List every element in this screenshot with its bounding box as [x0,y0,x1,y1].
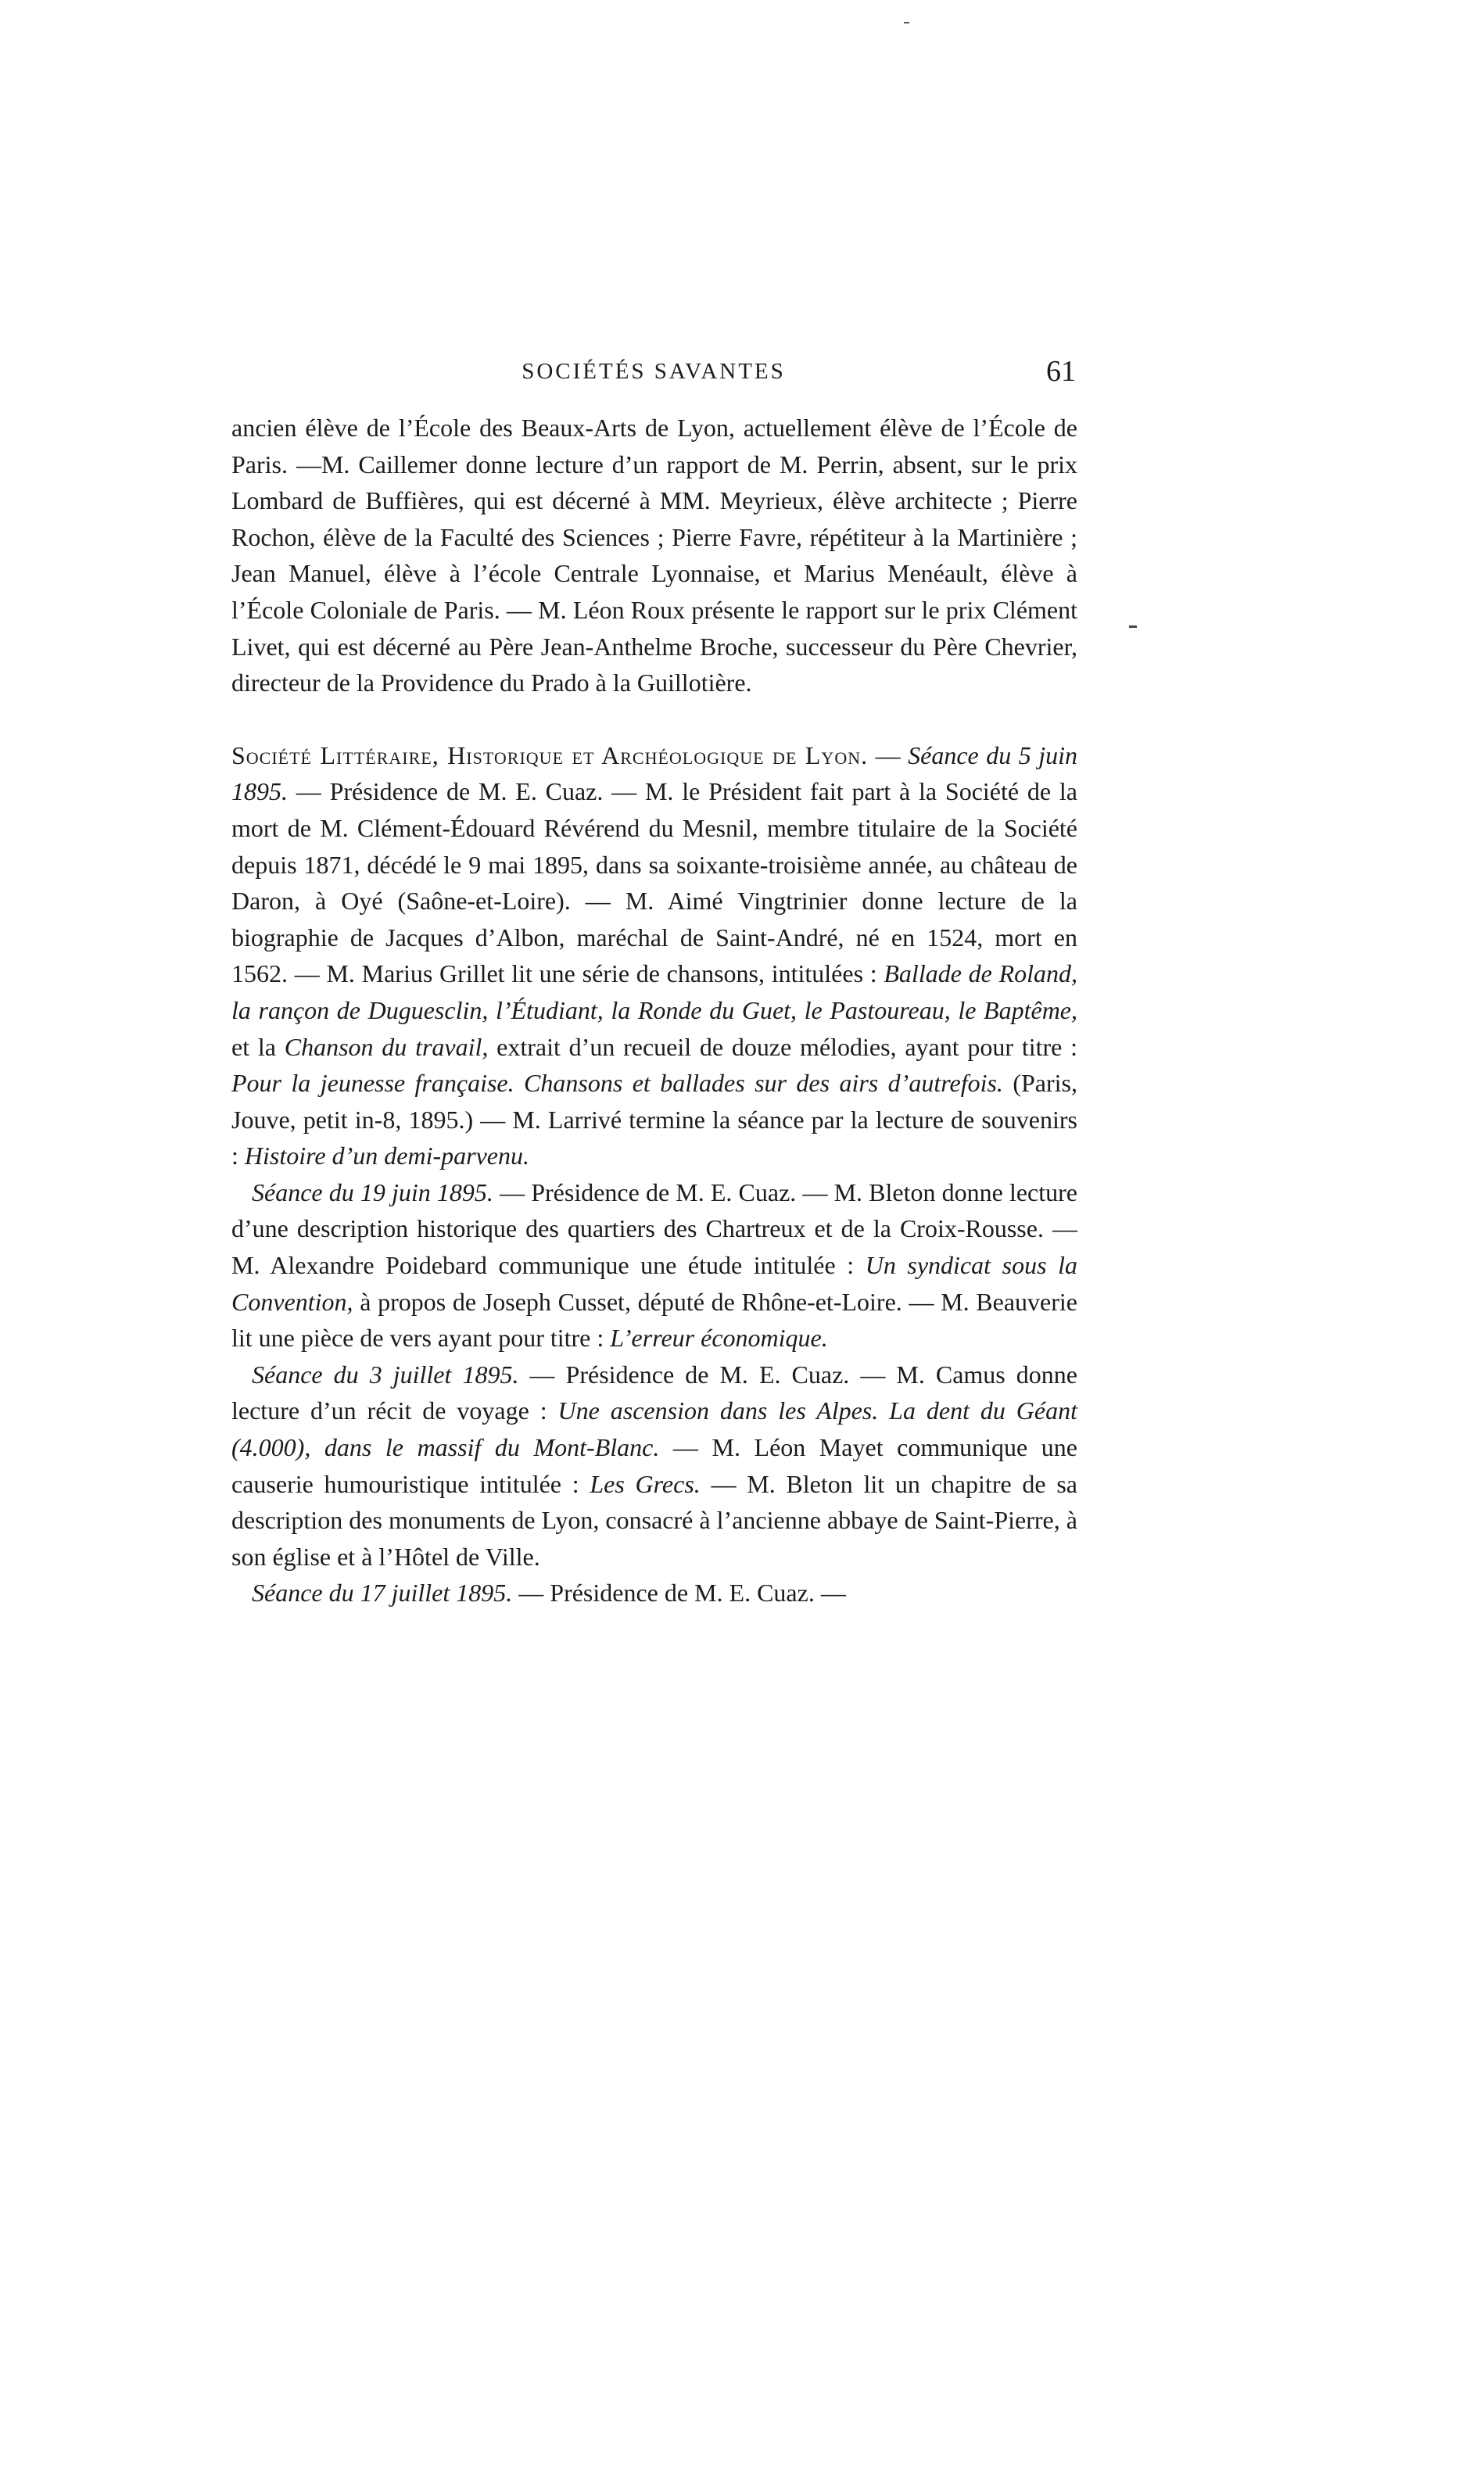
italic-title: Pour la jeunesse française. Chansons et ballades sur des airs d’autrefois. [231,1069,1003,1098]
italic-title: Les Grecs. [590,1469,701,1498]
paragraph-prize-reports [231,410,1077,701]
body-text [231,410,1077,1611]
running-title: SOCIÉTÉS SAVANTES [522,359,786,384]
paragraph-text: et la [231,1032,285,1061]
paragraph-text: extrait d’un recueil de douze mélodies, ayant pour titre : [488,1032,1078,1061]
paragraph-text: — Présidence de M. E. Cuaz. — M. Bleton donne lecture d’une description historique des quartiers des Chartreux et de la Croix-Rousse. — M. Alexandre Poidebard communique une étude intitulée : [231,1177,1078,1280]
margin-mark [1129,625,1137,628]
paragraph-text: — Présidence de M. E. Cuaz. — M. le Président fait part à la Société de la mort de M. Clément-Édouard Révérend du Mesnil, membre titulaire de la Société depuis 1871, décédé le 9 mai 1895, dans sa soixante-troisième année, au château de Daron, à Oyé (Saône-et-Loire). — M. Aimé Vingtrinier donne lecture de la biographie de Jacques d’Albon, maréchal de Saint-André, né en 1524, mort en 1562. — M. Marius Grillet lit une série de chansons, intitulées : [231,777,1077,988]
seance-date: Séance du 17 juillet 1895. [252,1579,513,1608]
seance-date: Séance du 5 juin 1895. [231,740,1078,806]
italic-title: Une ascension dans les Alpes. La dent du Géant (4.000), dans le massif du Mont-Blanc. [231,1396,1078,1462]
paragraph-seance-17-juillet [231,1575,1077,1611]
italic-title: Chanson du travail, [284,1032,489,1061]
paragraph-text: à propos de Joseph Cusset, député de Rhône-et-Loire. — M. Beauverie lit une pièce de vers ayant pour titre : [231,1287,1077,1353]
italic-title: Ballade de Roland, la rançon de Duguesclin, l’Étudiant, la Ronde du Guet, le Pastoureau, le Baptême, [231,959,1078,1024]
paragraph-text: — M. Léon Mayet communique une causerie humouristique intitulée : [231,1433,1078,1498]
seance-date: Séance du 19 juin 1895. [252,1177,493,1206]
paragraph-seance-5-juin [231,737,1077,1174]
running-head [231,352,1076,391]
paragraph-text: — Présidence de M. E. Cuaz. — [512,1579,846,1608]
italic-title: L’erreur économique. [610,1324,828,1353]
paragraph-seance-3-juillet [231,1357,1077,1575]
society-heading: Société Littéraire, Historique et Archéologique de Lyon. [231,740,869,769]
page-number: 61 [1046,355,1076,388]
seance-date: Séance du 3 juillet 1895. [252,1360,519,1389]
paragraph-seance-19-juin [231,1174,1077,1357]
paragraph-text: (Paris, Jouve, petit in-8, 1895.) — M. Larrivé termine la séance par la lecture de souvenirs : [231,1069,1078,1170]
separator: — [868,740,909,769]
italic-title: Histoire d’un demi-parvenu. [244,1142,529,1170]
paragraph-text: — M. Bleton lit un chapitre de sa description des monuments de Lyon, consacré à l’ancienne abbaye de Saint-Pierre, à son église et à l’Hôtel de Ville. [231,1469,1078,1571]
italic-title: Un syndicat sous la Convention, [231,1251,1078,1316]
paragraph-text: — Présidence de M. E. Cuaz. — M. Camus donne lecture d’un récit de voyage : [231,1360,1078,1425]
paragraph-text: ancien élève de l’École des Beaux-Arts de Lyon, actuellement élève de l’École de Paris. —M. Caillemer donne lecture d’un rapport de M. Perrin, absent, sur le prix Lombard de Buffières, qui est décerné à MM. Meyrieux, élève architecte ; Pierre Rochon, élève de la Faculté des Sciences ; Pierre Favre, répétiteur à la Martinière ; Jean Manuel, élève à l’école Centrale Lyonnaise, et Marius Menéault, élève à l’École Coloniale de Paris. — M. Léon Roux présente le rapport sur le prix Clément Livet, qui est décerné au Père Jean-Anthelme Broche, successeur du Père Chevrier, directeur de la Providence du Prado à la Guillotière. [231,414,1077,697]
scan-speck [904,22,909,23]
